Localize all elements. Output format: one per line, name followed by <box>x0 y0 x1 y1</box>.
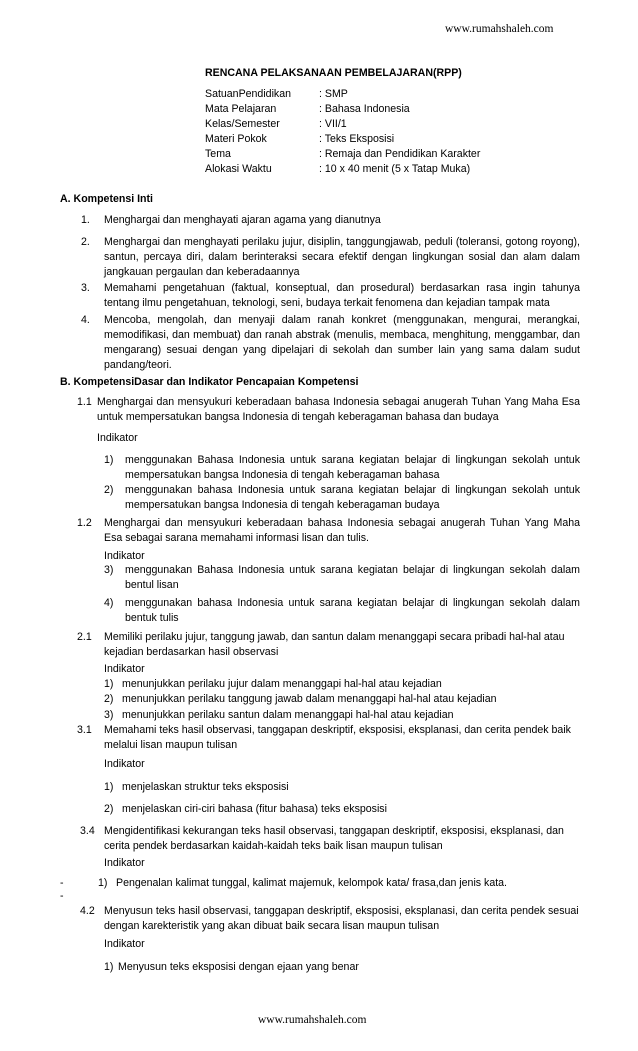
ki-text: Mencoba, mengolah, dan menyaji dalam ranah konkret (menggunakan, mengurai, merangkai, memodifikasi, dan membuat) dan ranah abstrak (menulis, membaca, menghitung, menggambar, dan mengarang) sesuai dengan yang dipelajari di sekolah dan sumber lain yang sama dalam sudut pandang/teori. <box>104 314 580 371</box>
identity-key: Kelas/Semester <box>205 118 280 130</box>
ki-text: Menghargai dan menghayati perilaku jujur, disiplin, tanggungjawab, peduli (toleransi, gotong royong), santun, percaya diri, dalam berinteraksi secara efektif dengan lingkungan sosial dan alam dalam jangkauan pergaulan dan keberadaannya <box>104 236 580 278</box>
identity-row <box>205 162 585 177</box>
identity-key: Mata Pelajaran <box>205 103 277 115</box>
indikator-text: menunjukkan perilaku santun dalam menanggapi hal-hal atau kejadian <box>122 709 454 721</box>
section-b-heading: B. KompetensiDasar dan Indikator Pencapaian Kompetensi <box>60 376 359 388</box>
kd-text: Menghargai dan mensyukuri keberadaan bahasa Indonesia sebagai anugerah Tuhan Yang Maha Esa untuk mempersatukan bangsa Indonesia di tengah keberagaman bahasa dan budaya <box>97 396 580 423</box>
identity-value: : Bahasa Indonesia <box>319 103 410 115</box>
indikator-label: Indikator <box>104 938 145 950</box>
indikator-num: 1) <box>104 678 114 690</box>
indikator-label: Indikator <box>97 432 138 444</box>
indikator-label: Indikator <box>104 857 145 869</box>
kd-num: 1.1 <box>77 396 92 408</box>
indikator-num: 2) <box>104 693 114 705</box>
indikator-text: menggunakan Bahasa Indonesia untuk sarana kegiatan belajar di lingkungan sekolah untuk mempersatukan bangsa Indonesia di tengah keberagaman bahasa <box>125 454 580 481</box>
kd-num: 3.1 <box>77 724 92 736</box>
indikator-text: menggunakan bahasa Indonesia untuk sarana kegiatan belajar di lingkungan sekolah untuk mempersatukan bangsa Indonesia di tengah keberagaman budaya <box>125 484 580 511</box>
identity-key: Alokasi Waktu <box>205 163 272 175</box>
identity-row <box>205 132 585 147</box>
identity-row <box>205 147 585 162</box>
header-url: www.rumahshaleh.com <box>445 23 554 35</box>
ki-text: Memahami pengetahuan (faktual, konseptual, dan prosedural) berdasarkan rasa ingin tahunya tentang ilmu pengetahuan, teknologi, seni, budaya terkait fenomena dan kejadian tampak mata <box>104 282 580 309</box>
identity-key: SatuanPendidikan <box>205 88 291 100</box>
indikator-num: 1) <box>104 781 114 793</box>
indikator-text: menunjukkan perilaku tanggung jawab dalam menanggapi hal-hal atau kejadian <box>122 693 497 705</box>
indikator-num: 4) <box>104 597 114 609</box>
kd-num: 2.1 <box>77 631 92 643</box>
ki-text: Menghargai dan menghayati ajaran agama yang dianutnya <box>104 214 381 226</box>
indikator-text: Menyusun teks eksposisi dengan ejaan yang benar <box>118 961 359 973</box>
identity-row <box>205 117 585 132</box>
dash-mark: - <box>60 877 64 889</box>
indikator-label: Indikator <box>104 663 145 675</box>
indikator-label: Indikator <box>104 550 145 562</box>
kd-text: Menyusun teks hasil observasi, tanggapan deskriptif, eksposisi, eksplanasi, dan cerita pendek sesuai dengan karekteristik yang akan dibuat baik secara lisan maupun tulisan <box>104 905 579 932</box>
indikator-text: menjelaskan struktur teks eksposisi <box>122 781 289 793</box>
identity-key: Tema <box>205 148 231 160</box>
document-title: RENCANA PELAKSANAAN PEMBELAJARAN(RPP) <box>205 67 462 79</box>
indikator-num: 2) <box>104 484 114 496</box>
ki-num: 2. <box>81 236 90 248</box>
indikator-text: menggunakan bahasa Indonesia untuk sarana kegiatan belajar di lingkungan sekolah dalam bentuk tulis <box>125 597 580 624</box>
identity-row <box>205 102 585 117</box>
indikator-text: menggunakan Bahasa Indonesia untuk sarana kegiatan belajar di lingkungan sekolah dalam bentul lisan <box>125 564 580 591</box>
ki-num: 4. <box>81 314 90 326</box>
identity-key: Materi Pokok <box>205 133 267 145</box>
dash-mark: - <box>60 890 64 902</box>
indikator-text: menunjukkan perilaku jujur dalam menanggapi hal-hal atau kejadian <box>122 678 442 690</box>
indikator-text: menjelaskan ciri-ciri bahasa (fitur bahasa) teks eksposisi <box>122 803 387 815</box>
identity-value: : Teks Eksposisi <box>319 133 395 145</box>
kd-text: Menghargai dan mensyukuri keberadaan bahasa Indonesia sebagai anugerah Tuhan Yang Maha Esa sebagai sarana memahami informasi lisan dan tulis. <box>104 517 580 544</box>
kd-text: Memahami teks hasil observasi, tanggapan deskriptif, eksposisi, eksplanasi, dan cerita pendek baik melalui lisan maupun tulisan <box>104 724 571 751</box>
kd-text: Mengidentifikasi kekurangan teks hasil observasi, tanggapan deskriptif, eksposisi, eksplanasi, dan cerita pendek berdasarkan kaidah-kaidah teks baik lisan maupun tulisan <box>104 825 564 852</box>
kd-text: Memiliki perilaku jujur, tanggung jawab, dan santun dalam menanggapi secara pribadi hal-hal atau kejadian berdasarkan hasil observasi <box>104 631 565 658</box>
kd-num: 4.2 <box>80 905 95 917</box>
indikator-label: Indikator <box>104 758 145 770</box>
identity-value: : Remaja dan Pendidikan Karakter <box>319 148 481 160</box>
indikator-num: 1) <box>104 961 114 973</box>
kd-num: 1.2 <box>77 517 92 529</box>
identity-row <box>205 87 585 102</box>
section-a-heading: A. Kompetensi Inti <box>60 193 153 205</box>
kd-num: 3.4 <box>80 825 95 837</box>
indikator-num: 3) <box>104 709 114 721</box>
indikator-num: 3) <box>104 564 114 576</box>
indikator-num: 1) <box>104 454 114 466</box>
identity-value: : VII/1 <box>319 118 347 130</box>
identity-value: : 10 x 40 menit (5 x Tatap Muka) <box>319 163 471 175</box>
indikator-num: 2) <box>104 803 114 815</box>
identity-value: : SMP <box>319 88 348 100</box>
footer-url: www.rumahshaleh.com <box>258 1014 367 1026</box>
ki-num: 1. <box>81 214 90 226</box>
ki-num: 3. <box>81 282 90 294</box>
indikator-text: Pengenalan kalimat tunggal, kalimat majemuk, kelompok kata/ frasa,dan jenis kata. <box>116 877 508 889</box>
indikator-num: 1) <box>98 877 108 889</box>
